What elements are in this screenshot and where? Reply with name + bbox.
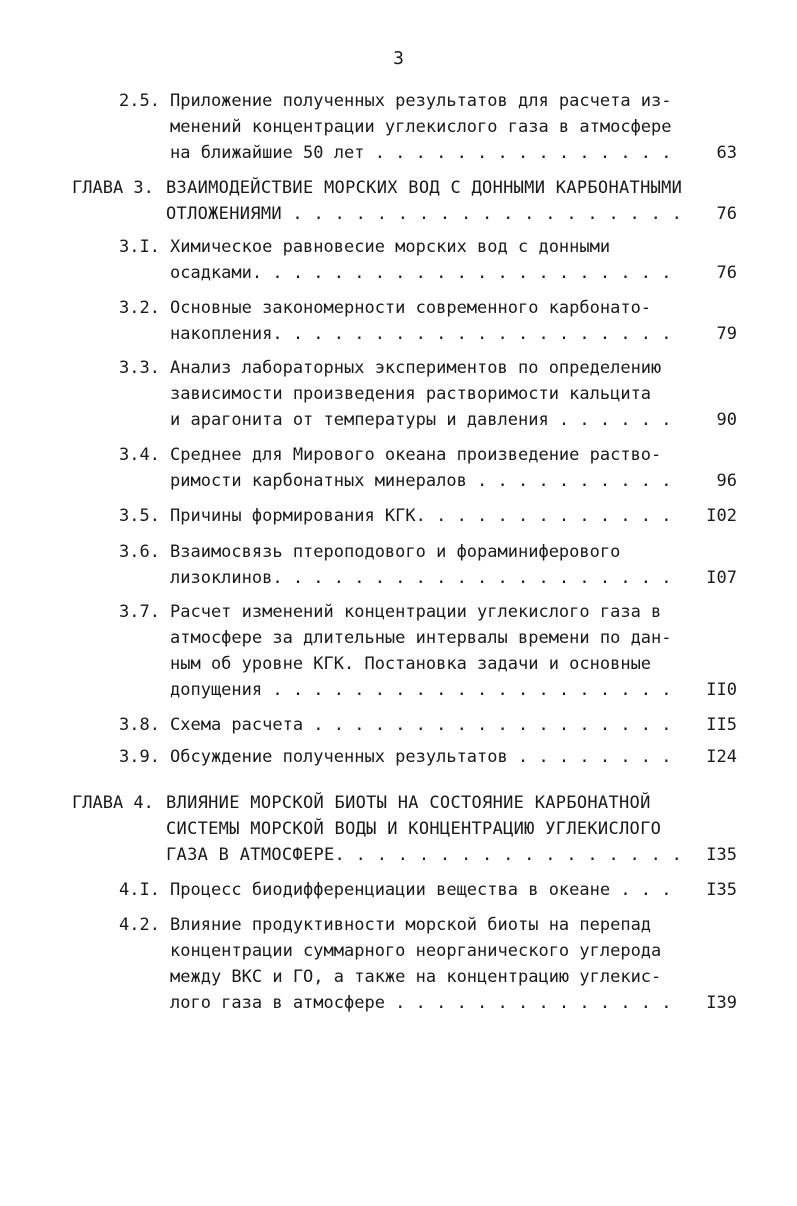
entry-title-line: Схема расчета . . . . . . . . . . . . . . . . . .: [170, 715, 672, 735]
entry-title-line: и арагонита от температуры и давления . . . . . .: [170, 410, 672, 430]
section-number: 4.I.: [119, 880, 160, 900]
section-number: 3.6.: [119, 542, 160, 562]
entry-title-line: Основные закономерности современного карбонато-: [170, 298, 652, 318]
page-reference: 63: [716, 143, 737, 163]
entry-title-line: ОТЛОЖЕНИЯМИ . . . . . . . . . . . . . . . . . . .: [166, 204, 683, 224]
section-number: 3.2.: [119, 298, 160, 318]
section-number: 3.3.: [119, 358, 160, 378]
entry-title-line: Среднее для Мирового океана произведение раство-: [170, 445, 662, 465]
page-reference: 79: [716, 324, 737, 344]
page-reference: 76: [716, 204, 737, 224]
page-number: 3: [393, 48, 404, 69]
page-reference: 90: [716, 410, 737, 430]
entry-title-line: Анализ лабораторных экспериментов по определению: [170, 358, 662, 378]
section-number: 3.5.: [119, 506, 160, 526]
section-number: 3.8.: [119, 715, 160, 735]
section-number: 3.I.: [119, 237, 160, 257]
page-reference: I07: [706, 568, 737, 588]
page-reference: I39: [706, 993, 737, 1013]
entry-title-line: атмосфере за длительные интервалы времени по дан-: [170, 628, 672, 648]
entry-title-line: концентрации суммарного неорганического углерода: [170, 941, 662, 961]
entry-title-line: лизоклинов. . . . . . . . . . . . . . . . . . . .: [170, 568, 672, 588]
section-number: 3.9.: [119, 747, 160, 767]
entry-title-line: римости карбонатных минералов . . . . . . . . . .: [170, 471, 672, 491]
entry-title-line: Химическое равновесие морских вод с донными: [170, 237, 611, 257]
section-number: 3.4.: [119, 445, 160, 465]
page-reference: II0: [706, 680, 737, 700]
entry-title-line: ВЗАИМОДЕЙСТВИЕ МОРСКИХ ВОД С ДОННЫМИ КАРБОНАТНЫМИ: [166, 178, 683, 198]
entry-title-line: осадками. . . . . . . . . . . . . . . . . . . . .: [170, 263, 672, 283]
entry-title-line: между ВКС и ГО, а также на концентрацию углекис-: [170, 967, 662, 987]
page-reference: I24: [706, 747, 737, 767]
entry-title-line: Взаимосвязь птероподового и фораминиферового: [170, 542, 621, 562]
entry-title-line: Приложение полученных результатов для расчета из-: [170, 91, 672, 111]
page-reference: 96: [716, 471, 737, 491]
entry-title-line: накопления. . . . . . . . . . . . . . . . . . . .: [170, 324, 672, 344]
page-reference: I35: [706, 880, 737, 900]
entry-title-line: зависимости произведения растворимости кальцита: [170, 384, 652, 404]
entry-title-line: Причины формирования КГК. . . . . . . . . . . . .: [170, 506, 672, 526]
entry-title-line: СИСТЕМЫ МОРСКОЙ ВОДЫ И КОНЦЕНТРАЦИЮ УГЛЕКИСЛОГО: [166, 819, 662, 839]
page-reference: I02: [706, 506, 737, 526]
entry-title-line: ВЛИЯНИЕ МОРСКОЙ БИОТЫ НА СОСТОЯНИЕ КАРБОНАТНОЙ: [166, 793, 651, 813]
entry-title-line: Расчет изменений концентрации углекислого газа в: [170, 602, 662, 622]
page-reference: 76: [716, 263, 737, 283]
entry-title-line: допущения . . . . . . . . . . . . . . . . . . . .: [170, 680, 672, 700]
entry-title-line: Обсуждение полученных результатов . . . . . . . .: [170, 747, 672, 767]
page-reference: I35: [706, 845, 737, 865]
entry-title-line: на ближайшие 50 лет . . . . . . . . . . . . . . .: [170, 143, 672, 163]
chapter-number: ГЛАВА 3.: [72, 178, 154, 198]
section-number: 4.2.: [119, 915, 160, 935]
section-number: 3.7.: [119, 602, 160, 622]
section-number: 2.5.: [119, 91, 160, 111]
entry-title-line: ГАЗА В АТМОСФЕРЕ. . . . . . . . . . . . . . . . .: [166, 845, 683, 865]
entry-title-line: лого газа в атмосфере . . . . . . . . . . . . . .: [170, 993, 672, 1013]
entry-title-line: Влияние продуктивности морской биоты на перепад: [170, 915, 652, 935]
entry-title-line: ным об уровне КГК. Постановка задачи и основные: [170, 654, 652, 674]
entry-title-line: Процесс биодифференциации вещества в океане . . .: [170, 880, 672, 900]
page-reference: II5: [706, 715, 737, 735]
entry-title-line: менений концентрации углекислого газа в атмосфере: [170, 117, 672, 137]
chapter-number: ГЛАВА 4.: [72, 793, 154, 813]
